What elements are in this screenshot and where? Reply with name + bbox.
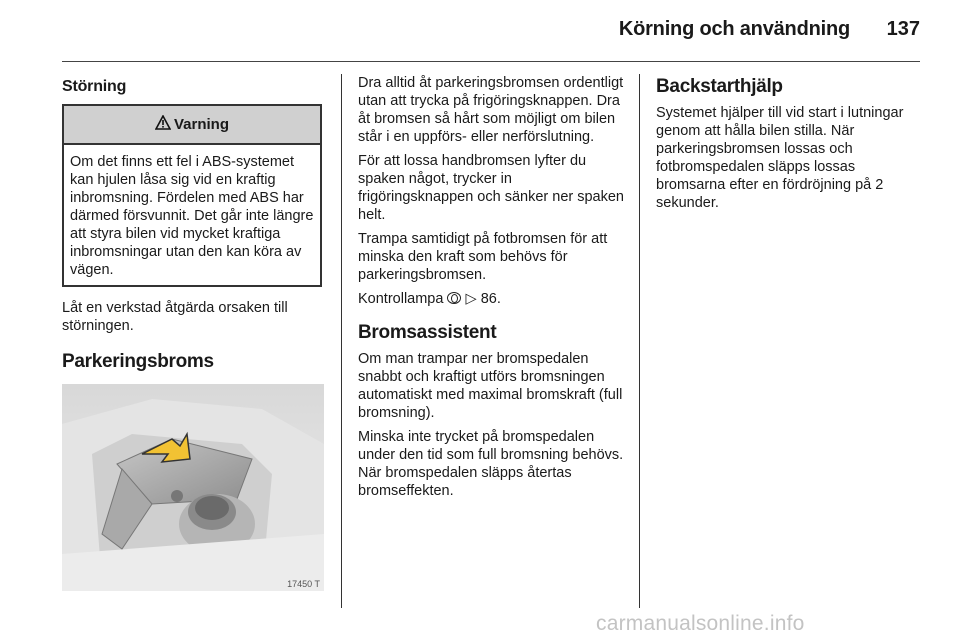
control-lamp-label: Kontrollampa	[358, 291, 444, 307]
brake-lamp-icon	[447, 292, 461, 304]
right-column	[656, 74, 922, 218]
paragraph-minska: Minska inte trycket på bromspedalen under den tid som full bromsning behövs. När bromspedalen släpps återtas bromseffekten.	[358, 429, 624, 499]
page-number: 137	[886, 18, 920, 40]
control-lamp-page-ref: 86.	[480, 291, 501, 307]
warning-label: Varning	[173, 115, 229, 133]
warning-text: Om det finns ett fel i ABS-systemet kan hjulen låsa sig vid en kraftig inbromsning. Fördelen med ABS har därmed försvunnit. Det går inte längre att styra bilen vid mycket kraftiga inbromsningar utan den kan köra av vägen.	[70, 154, 314, 278]
paragraph-verkstad: Låt en verkstad åtgärda orsaken till störningen.	[62, 300, 288, 334]
warning-header	[64, 106, 320, 145]
column-separator-right	[639, 74, 640, 608]
page-reference-arrow-icon: ▷	[465, 291, 477, 307]
warning-box	[62, 104, 322, 287]
watermark-text: carmanualsonline.info	[596, 612, 805, 635]
page-header-title: Körning och användning	[618, 18, 850, 40]
middle-column	[358, 74, 626, 506]
image-reference-number: 17450 T	[287, 579, 320, 589]
paragraph-trampa: Trampa samtidigt på fotbromsen för att minska den kraft som behövs för parkeringsbromsen.	[358, 231, 608, 283]
control-lamp-reference	[358, 290, 626, 308]
paragraph-lossa: För att lossa handbromsen lyfter du spaken något, trycker in frigöringsknappen och sänker ner spaken helt.	[358, 153, 624, 223]
section-heading-backstarthjalp: Backstarthjälp	[656, 76, 783, 97]
left-column	[62, 74, 324, 379]
section-heading-parkeringsbroms: Parkeringsbroms	[62, 351, 214, 372]
section-heading-storning: Störning	[62, 78, 127, 95]
paragraph-dra-alltid: Dra alltid åt parkeringsbromsen ordentligt utan att trycka på frigöringsknappen. Dra åt bromsen så hårt som möjligt om bilen står i en uppförs- eller nerförslutning.	[358, 75, 624, 145]
column-separator-left	[341, 74, 342, 608]
header-rule	[62, 61, 920, 62]
paragraph-bromsassistent: Om man trampar ner bromspedalen snabbt och kraftigt utförs bromsningen automatiskt med maximal bromskraft (full bromsning).	[358, 351, 623, 421]
paragraph-backstart: Systemet hjälper till vid start i lutningar genom att hålla bilen stilla. När parkeringsbromsen lossas och fotbromspedalen släpps lossas bromsarna efter en fördröjning på 2 sekunder.	[656, 105, 904, 211]
warning-triangle-icon	[155, 115, 171, 135]
section-heading-bromsassistent: Bromsassistent	[358, 322, 497, 343]
parking-brake-photo	[62, 384, 324, 591]
